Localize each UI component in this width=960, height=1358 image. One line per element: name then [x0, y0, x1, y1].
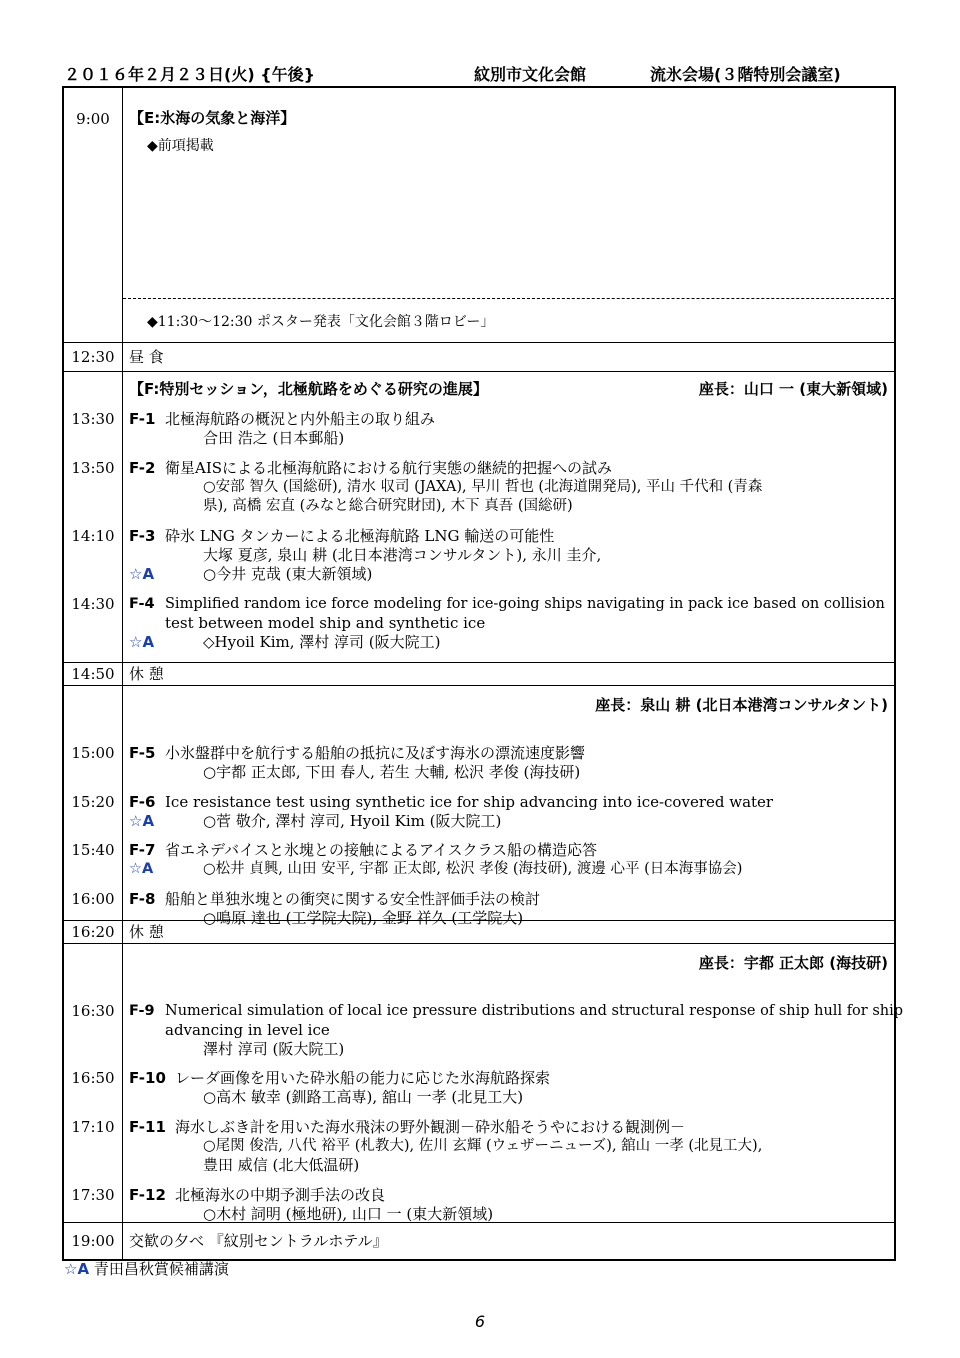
award-star: ☆A — [129, 633, 155, 651]
talk-code: F-6 — [129, 793, 156, 811]
page-header — [64, 62, 896, 84]
talk-code: F-1 — [129, 410, 156, 428]
talk-title: Ice resistance test using synthetic ice for ship advancing into ice-covered water — [165, 793, 774, 811]
talk-title: 小氷盤群中を航行する船舶の抵抗に及ぼす海氷の漂流速度影響 — [165, 744, 586, 762]
talk-time: 16:30 — [71, 1002, 115, 1020]
block-e-title: 【E:氷海の気象と海洋】 — [129, 109, 296, 127]
break-label: 休 憩 — [129, 665, 164, 683]
talk-title: Simplified random ice force modeling for ice-going ships navigating in pack ice based on collision — [165, 596, 885, 612]
session-f-part1 — [64, 371, 894, 662]
talk-time: 16:50 — [71, 1069, 115, 1087]
break-time: 14:50 — [71, 665, 115, 683]
talk-authors: 大塚 夏彦, 泉山 耕 (北日本港湾コンサルタント), 永川 圭介, — [203, 546, 602, 564]
talk-authors: ◇Hyoil Kim, 澤村 淳司 (阪大院工) — [203, 633, 441, 651]
block-e-time: 9:00 — [76, 110, 110, 128]
lunch-time: 12:30 — [71, 348, 115, 366]
block-e-row — [64, 88, 894, 342]
talk-authors: ○菅 敬介, 澤村 淳司, Hyoil Kim (阪大院工) — [203, 812, 502, 830]
talk-f12 — [129, 1186, 888, 1205]
talk-f6 — [129, 793, 888, 812]
talk-title-cont: test between model ship and synthetic ice — [165, 614, 486, 632]
session-f-part2 — [64, 685, 894, 927]
dinner-label: 交歓の夕べ 『紋別セントラルホテル』 — [129, 1232, 388, 1250]
talk-time: 15:00 — [71, 744, 115, 762]
talk-time: 15:40 — [71, 841, 115, 859]
talk-authors: 豊田 威信 (北大低温研) — [203, 1156, 360, 1174]
dinner-row — [64, 1222, 894, 1259]
talk-authors: ○今井 克哉 (東大新領域) — [203, 565, 373, 583]
talk-time: 13:30 — [71, 410, 115, 428]
talk-code: F-8 — [129, 890, 156, 908]
talk-title: 北極海氷の中期予測手法の改良 — [175, 1186, 386, 1204]
talk-f10 — [129, 1069, 888, 1088]
talk-code: F-10 — [129, 1069, 166, 1087]
talk-title: Numerical simulation of local ice pressure distributions and structural response of ship hull for ship — [165, 1003, 904, 1019]
talk-authors: ○鳴原 達也 (工学院大院), 金野 祥久 (工学院大) — [203, 909, 524, 927]
break-2-row — [64, 920, 894, 943]
talk-title: 北極海航路の概況と内外船主の取り組み — [165, 410, 436, 428]
break-label: 休 憩 — [129, 923, 164, 941]
schedule-table — [62, 86, 904, 1261]
talk-authors: 合田 浩之 (日本郵船) — [203, 429, 345, 447]
header-venue: 紋別市文化会館 — [474, 65, 587, 84]
talk-f3 — [129, 527, 888, 546]
talk-authors: ○尾関 俊浩, 八代 裕平 (札教大), 佐川 玄輝 (ウェザーニューズ), 舘山 一孝 (北見工大), — [203, 1138, 763, 1154]
talk-f5 — [129, 744, 888, 763]
poster-note: ◆11:30～12:30 ポスター発表「文化会館３階ロビー」 — [147, 314, 495, 330]
talk-title: 船舶と単独氷塊との衝突に関する安全性評価手法の検討 — [165, 890, 541, 908]
break-1-row — [64, 662, 894, 685]
talk-code: F-12 — [129, 1186, 166, 1204]
talk-title: 砕氷 LNG タンカーによる北極海航路 LNG 輸送の可能性 — [165, 527, 555, 545]
talk-time: 16:00 — [71, 890, 115, 908]
award-star: ☆A — [129, 565, 155, 583]
talk-time: 17:30 — [71, 1186, 115, 1204]
talk-time: 17:10 — [71, 1118, 115, 1136]
talk-title: 省エネデバイスと氷塊との接触によるアイスクラス船の構造応答 — [165, 841, 598, 859]
session-f-part3 — [64, 943, 904, 1223]
talk-f8 — [129, 890, 888, 909]
talk-f7 — [129, 841, 888, 860]
talk-f9 — [129, 1002, 904, 1021]
talk-f11 — [129, 1118, 888, 1137]
talk-time: 14:30 — [71, 595, 115, 613]
talk-authors: 澤村 淳司 (阪大院工) — [203, 1040, 345, 1058]
talk-code: F-9 — [129, 1003, 155, 1019]
dinner-time: 19:00 — [71, 1232, 115, 1250]
talk-code: F-3 — [129, 527, 156, 545]
block-e-note: ◆前項掲載 — [147, 138, 214, 154]
lunch-row — [64, 342, 894, 371]
talk-time: 13:50 — [71, 459, 115, 477]
talk-authors: ○木村 詞明 (極地研), 山口 一 (東大新領域) — [203, 1205, 494, 1223]
talk-authors: ○宇都 正太郎, 下田 春人, 若生 大輔, 松沢 孝俊 (海技研) — [203, 763, 581, 781]
talk-f2 — [129, 459, 888, 478]
footnote — [64, 1258, 229, 1279]
award-star: ☆A — [129, 861, 154, 877]
break-time: 16:20 — [71, 923, 115, 941]
talk-code: F-5 — [129, 744, 156, 762]
talk-f1 — [129, 410, 888, 429]
chair-2: 座長：泉山 耕 (北日本港湾コンサルタント) — [595, 696, 888, 714]
talk-title: 海水しぶき計を用いた海水飛沫の野外観測－砕氷船そうやにおける観測例－ — [175, 1118, 686, 1136]
talk-f4 — [129, 595, 888, 614]
chair-3: 座長：宇都 正太郎 (海技研) — [698, 954, 888, 972]
talk-authors: 県), 高橋 宏直 (みなと総合研究財団), 木下 真吾 (国総研) — [203, 498, 573, 514]
talk-title-cont: advancing in level ice — [165, 1021, 330, 1039]
talk-authors: ○高木 敏幸 (釧路工高専), 舘山 一孝 (北見工大) — [203, 1088, 524, 1106]
award-star: ☆A — [129, 812, 155, 830]
page-number: 6 — [474, 1312, 486, 1331]
talk-code: F-4 — [129, 596, 155, 612]
session-f-title: 【F:特別セッション，北極航路をめぐる研究の進展】 — [129, 380, 488, 398]
header-room: 流氷会場(３階特別会議室) — [650, 65, 841, 84]
talk-authors: ○松井 貞興, 山田 安平, 宇都 正太郎, 松沢 孝俊 (海技研), 渡邊 心平 (日本海事協会) — [203, 861, 743, 877]
talk-code: F-7 — [129, 841, 156, 859]
chair-1: 座長：山口 一 (東大新領域) — [698, 380, 888, 398]
award-star: ☆A — [64, 1260, 90, 1278]
header-date: ２０１６年２月２３日(火) {午後} — [64, 65, 315, 84]
footnote-text: 青田昌秋賞候補講演 — [93, 1260, 229, 1278]
talk-title: レーダ画像を用いた砕氷船の能力に応じた氷海航路探索 — [175, 1069, 551, 1087]
dotted-divider — [123, 298, 894, 299]
talk-title: 衛星AISによる北極海航路における航行実態の継続的把握への試み — [165, 459, 613, 477]
talk-code: F-11 — [129, 1118, 166, 1136]
talk-time: 15:20 — [71, 793, 115, 811]
talk-time: 14:10 — [71, 527, 115, 545]
talk-authors: ○安部 智久 (国総研), 清水 収司 (JAXA), 早川 哲也 (北海道開発局), 平山 千代和 (青森 — [203, 479, 763, 495]
talk-code: F-2 — [129, 459, 156, 477]
lunch-label: 昼 食 — [129, 348, 164, 366]
